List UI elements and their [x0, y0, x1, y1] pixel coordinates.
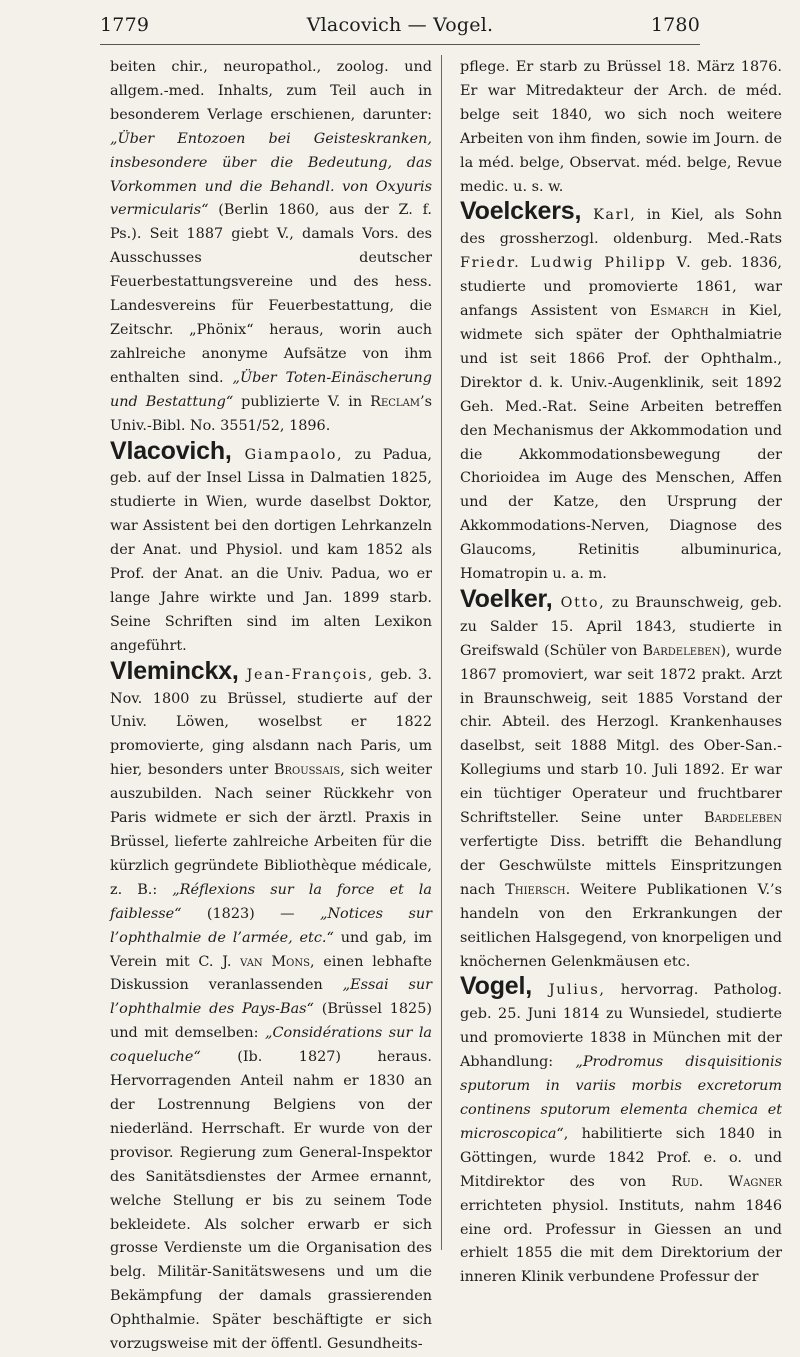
text: , habilitierte sich 1840 in Göttingen, wurde 1842 Prof. e. o. und Mitdirektor des von	[460, 1125, 782, 1190]
text: verfertigte Diss. betrifft die Behandlung der Geschwülste mittels Einspritzungen nach	[460, 834, 782, 898]
entry-vleminckx	[110, 656, 433, 1357]
cited-title: „Über Toten-Einäscherung und Bestattung“	[110, 369, 432, 410]
person-name: van Mons	[240, 953, 310, 970]
cited-title: „Réflexions sur la force et la faiblesse“	[110, 881, 432, 922]
person-name: Thiersch	[505, 881, 566, 898]
person-name: Friedr. Ludwig Philipp V.	[460, 255, 693, 272]
entry-continuation	[460, 56, 782, 199]
text: ’s Univ.-Bibl. No. 3551/52, 1896.	[110, 393, 432, 434]
cited-title: „Notices sur l’ophthalmie de l’armée, etc.“	[110, 905, 432, 946]
person-name: Esmarch	[649, 303, 709, 320]
cited-title: „Considérations sur la coqueluche“	[110, 1025, 433, 1066]
entry-given-name: Karl,	[581, 207, 637, 224]
text: (Ib. 1827) heraus. Hervorragenden Anteil nahm er 1830 an der Lostrennung Belgiens von der niederländ. Herrschaft. Er wurde von der provisor. Regierung zum General-Inspektor des Sanitätsdienstes der Armee ernannt, welche Stellung er bis zu seinem Tode bekleidete. Als solcher erwarb er sich grosse Verdienste um die Organisation des belg. Militär-Sanitätswesens und um die Bekämpfung der damals grassierenden Ophthalmie. Später beschäftigte er sich vorzugsweise mit der öffentl. Gesundheits-	[110, 1049, 432, 1353]
entry-given-name: Julius,	[531, 982, 606, 999]
entry-headword: Voelker,	[460, 584, 553, 613]
person-name: Reclam	[370, 393, 421, 410]
entry-headword: Vlacovich,	[110, 436, 232, 465]
text: , einen lebhafte Diskussion veranlassenden	[110, 953, 433, 994]
text: pflege. Er starb zu Brüssel 18. März 1876. Er war Mitredakteur der Arch. de méd. belge seit 1840, wo sich noch weitere Arbeiten von ihm finden, sowie im Journ. de la méd. belge, Observat. méd. belge, Revue medic. u. s. w.	[460, 59, 782, 195]
header-rule	[100, 44, 700, 45]
text: (Berlin 1860, aus der Z. f. Ps.). Seit 1887 giebt V., damals Vors. des Ausschusses deutscher Feuerbestattungsvereine und des hess. Landesvereins für Feuerbestattung, die Zeitschr. „Phönix“ heraus, worin auch zahlreiche anonyme Aufsätze von ihm enthalten sind.	[110, 202, 432, 386]
text: , sich weiter auszubilden. Nach seiner Rückkehr von Paris widmete er sich der ärztl. Praxis in Brüssel, lieferte zahlreiche Arbeiten für die kürzlich gegründete Bibliothèque médicale, z. B.:	[110, 762, 433, 898]
cited-title: „Prodromus disquisitionis sputorum in variis morbis excretorum continens sputorum elementa chemica et microscopica“	[460, 1054, 782, 1142]
entry-headword: Vleminckx,	[110, 656, 239, 685]
text: publizierte V. in	[233, 393, 371, 410]
right-column	[460, 56, 782, 1290]
text: geb. 1836, studierte und promovierte 1861, war anfangs Assistent von	[460, 255, 782, 320]
entry-headword: Voelckers,	[460, 197, 582, 226]
cited-title: „Essai sur l’ophthalmie des Pays-Bas“	[110, 977, 432, 1018]
column-divider	[441, 55, 442, 1250]
entry-vlacovich	[110, 436, 433, 659]
text: (Brüssel 1825) und mit demselben:	[110, 1001, 432, 1042]
text: in Kiel, widmete sich später der Ophthalmiatrie und ist seit 1866 Prof. der Ophthalm., Direktor d. k. Univ.-Augenklinik, seit 1892 Geh. Med.-Rat. Seine Arbeiten betreffen den Mechanismus der Akkommodation und die Akkommodationsbewegung der Chorioidea im Auge des Menschen, Affen und der Katze, den Ursprung der Akkommodations-Nerven, Diagnose des Glaucoms, Retinitis albuminurica, Homatropin u. a. m.	[460, 303, 782, 583]
text: zu Padua, geb. auf der Insel Lissa in Dalmatien 1825, studierte in Wien, wurde daselbst Doktor, war Assistent bei den dortigen Lehrkanzeln der Anat. und Physiol. und kam 1852 als Prof. der Anat. an die Univ. Padua, wo er lange Jahre wirkte und Jan. 1899 starb. Seine Schriften sind im alten Lexikon angeführt.	[110, 446, 433, 654]
person-name: Bardeleben	[704, 810, 782, 827]
person-name: Bardeleben	[642, 642, 721, 659]
page-number-left: 1779	[100, 14, 150, 36]
text: hervorrag. Patholog. geb. 25. Juni 1814 zu Wunsiedel, studierte und promovierte 1838 in München mit der Abhandlung:	[460, 982, 782, 1071]
text: beiten chir., neuropathol., zoolog. und allgem.-med. Inhalts, zum Teil auch in besonderem Verlage erschienen, darunter:	[110, 59, 432, 123]
text: zu Braunschweig, geb. zu Salder 15. April 1843, studierte in Greifswald (Schüler von	[460, 594, 783, 659]
running-title: Vlacovich — Vogel.	[306, 14, 494, 36]
left-column	[110, 56, 432, 1357]
entry-vogel	[460, 972, 782, 1290]
text: in Kiel, als Sohn des grossherzogl. oldenburg. Med.-Rats	[460, 207, 782, 248]
running-header	[100, 14, 700, 40]
entry-continuation	[110, 56, 432, 439]
entry-given-name: Jean-François,	[238, 666, 374, 683]
text: . Weitere Publikationen V.’s handeln von den Erkrankungen der seitlichen Halsgegend, von knorpeligen und knöchernen Gelenkmäusen etc.	[460, 881, 782, 970]
page-number-right: 1780	[650, 14, 700, 36]
text: und gab, im Verein mit C. J.	[110, 929, 432, 970]
entry-headword: Vogel,	[460, 972, 532, 1001]
text: geb. 3. Nov. 1800 zu Brüssel, studierte auf der Univ. Löwen, woselbst er 1822 promovierte, ging alsdann nach Paris, um hier, besonders unter	[110, 666, 432, 779]
entry-voelker	[460, 584, 783, 975]
text: (1823) —	[181, 905, 320, 922]
person-name: Broussais	[273, 762, 341, 779]
text: ), wurde 1867 promoviert, war seit 1872 prakt. Arzt in Braunschweig, seit 1885 Vorstand der chir. Abteil. des Herzogl. Krankenhauses daselbst, seit 1888 Mitgl. des Ober-San.-Kollegiums und starb 10. Juli 1892. Er war ein tüchtiger Operateur und fruchtbarer Schriftsteller. Seine unter	[460, 642, 782, 827]
person-name: Rud. Wagner	[671, 1173, 782, 1190]
entry-given-name: Otto,	[552, 594, 606, 611]
entry-voelckers	[460, 197, 782, 587]
entry-given-name: Giampaolo,	[231, 446, 344, 463]
text: errichteten physiol. Instituts, nahm 1846 eine ord. Professur in Giessen an und erhielt 1855 die mit dem Direktorium der inneren Klinik verbundene Professur der	[460, 1197, 782, 1286]
cited-title: „Über Entozoen bei Geisteskranken, insbesondere über die Bedeutung, das Vorkommen und die Behandl. von Oxyuris vermicularis“	[110, 130, 432, 219]
